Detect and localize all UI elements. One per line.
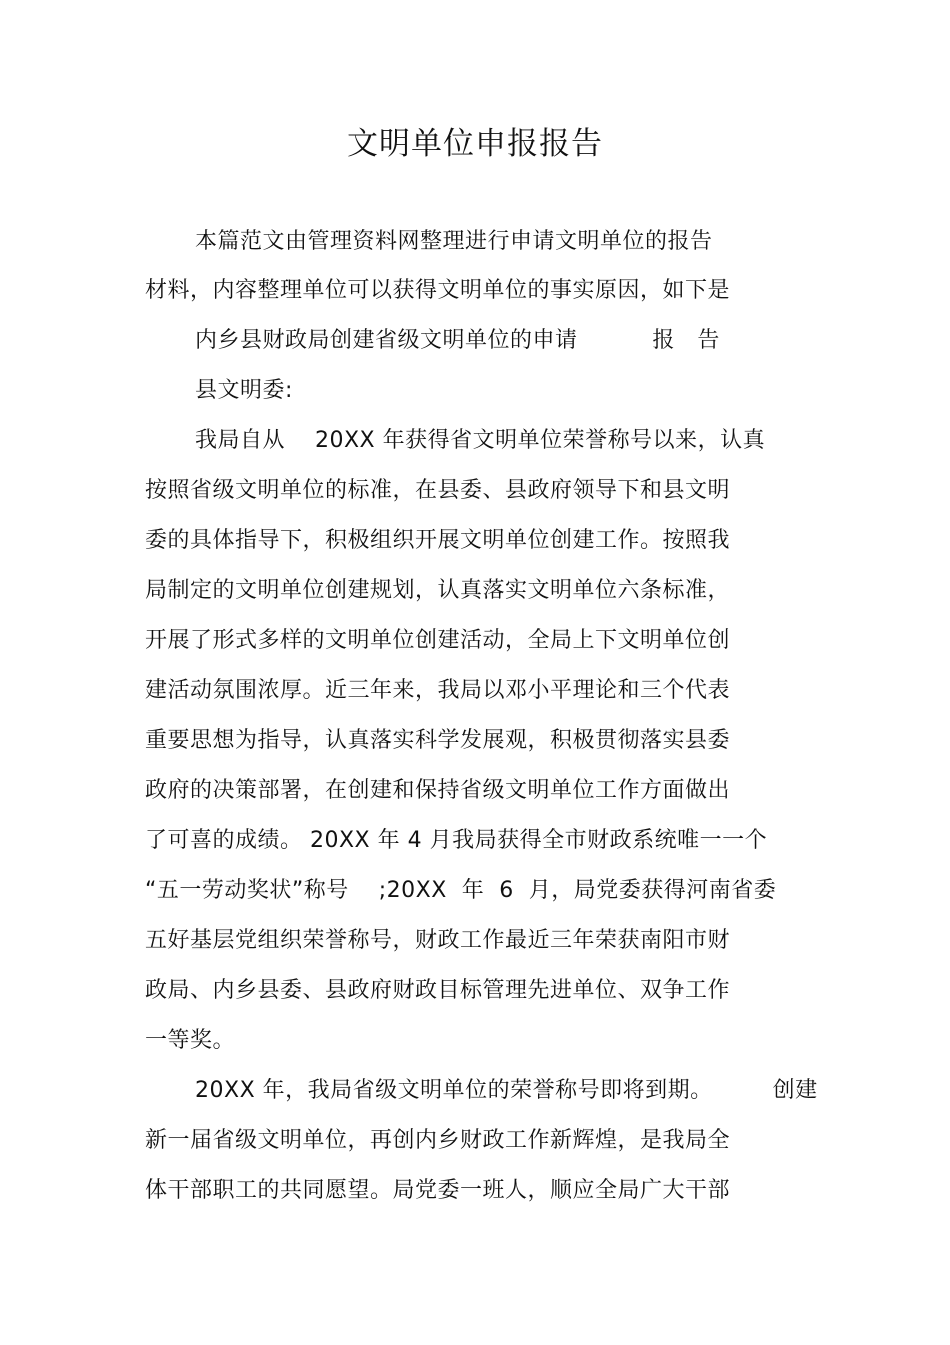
paragraph-line: “五一劳动奖状”称号 ;20XX 年 6 月，局党委获得河南省委 xyxy=(145,878,777,903)
paragraph-line: 委的具体指导下，积极组织开展文明单位创建工作。按照我 xyxy=(145,528,731,553)
paragraph-line: 一等奖。 xyxy=(145,1028,236,1053)
paragraph-line: 按照省级文明单位的标准，在县委、县政府领导下和县文明 xyxy=(145,478,731,503)
paragraph-line: 体干部职工的共同愿望。局党委一班人，顺应全局广大干部 xyxy=(145,1178,731,1203)
paragraph-line: 政府的决策部署，在创建和保持省级文明单位工作方面做出 xyxy=(145,778,731,803)
paragraph-line: 内乡县财政局创建省级文明单位的申请 报 告 xyxy=(195,328,720,353)
paragraph-line: 了可喜的成绩。 20XX 年 4 月我局获得全市财政系统唯一一个 xyxy=(145,828,768,853)
paragraph-line: 局制定的文明单位创建规划，认真落实文明单位六条标准， xyxy=(145,578,731,603)
paragraph-line: 20XX 年，我局省级文明单位的荣誉称号即将到期。 创建 xyxy=(195,1078,818,1103)
paragraph-line: 五好基层党组织荣誉称号，财政工作最近三年荣获南阳市财 xyxy=(145,928,731,953)
paragraph-line: 我局自从 20XX 年获得省文明单位荣誉称号以来，认真 xyxy=(195,428,766,453)
paragraph-line: 本篇范文由管理资料网整理进行申请文明单位的报告 xyxy=(195,229,713,254)
paragraph-line: 重要思想为指导，认真落实科学发展观，积极贯彻落实县委 xyxy=(145,728,731,753)
paragraph-line: 政局、内乡县委、县政府财政目标管理先进单位、双争工作 xyxy=(145,978,731,1003)
paragraph-line: 开展了形式多样的文明单位创建活动，全局上下文明单位创 xyxy=(145,628,731,653)
salutation-line: 县文明委: xyxy=(195,378,293,403)
paragraph-line: 建活动氛围浓厚。近三年来，我局以邓小平理论和三个代表 xyxy=(145,678,731,703)
paragraph-line: 新一届省级文明单位，再创内乡财政工作新辉煌，是我局全 xyxy=(145,1128,731,1153)
document-title: 文明单位申报报告 xyxy=(347,126,603,162)
paragraph-line: 材料，内容整理单位可以获得文明单位的事实原因，如下是 xyxy=(145,278,731,303)
